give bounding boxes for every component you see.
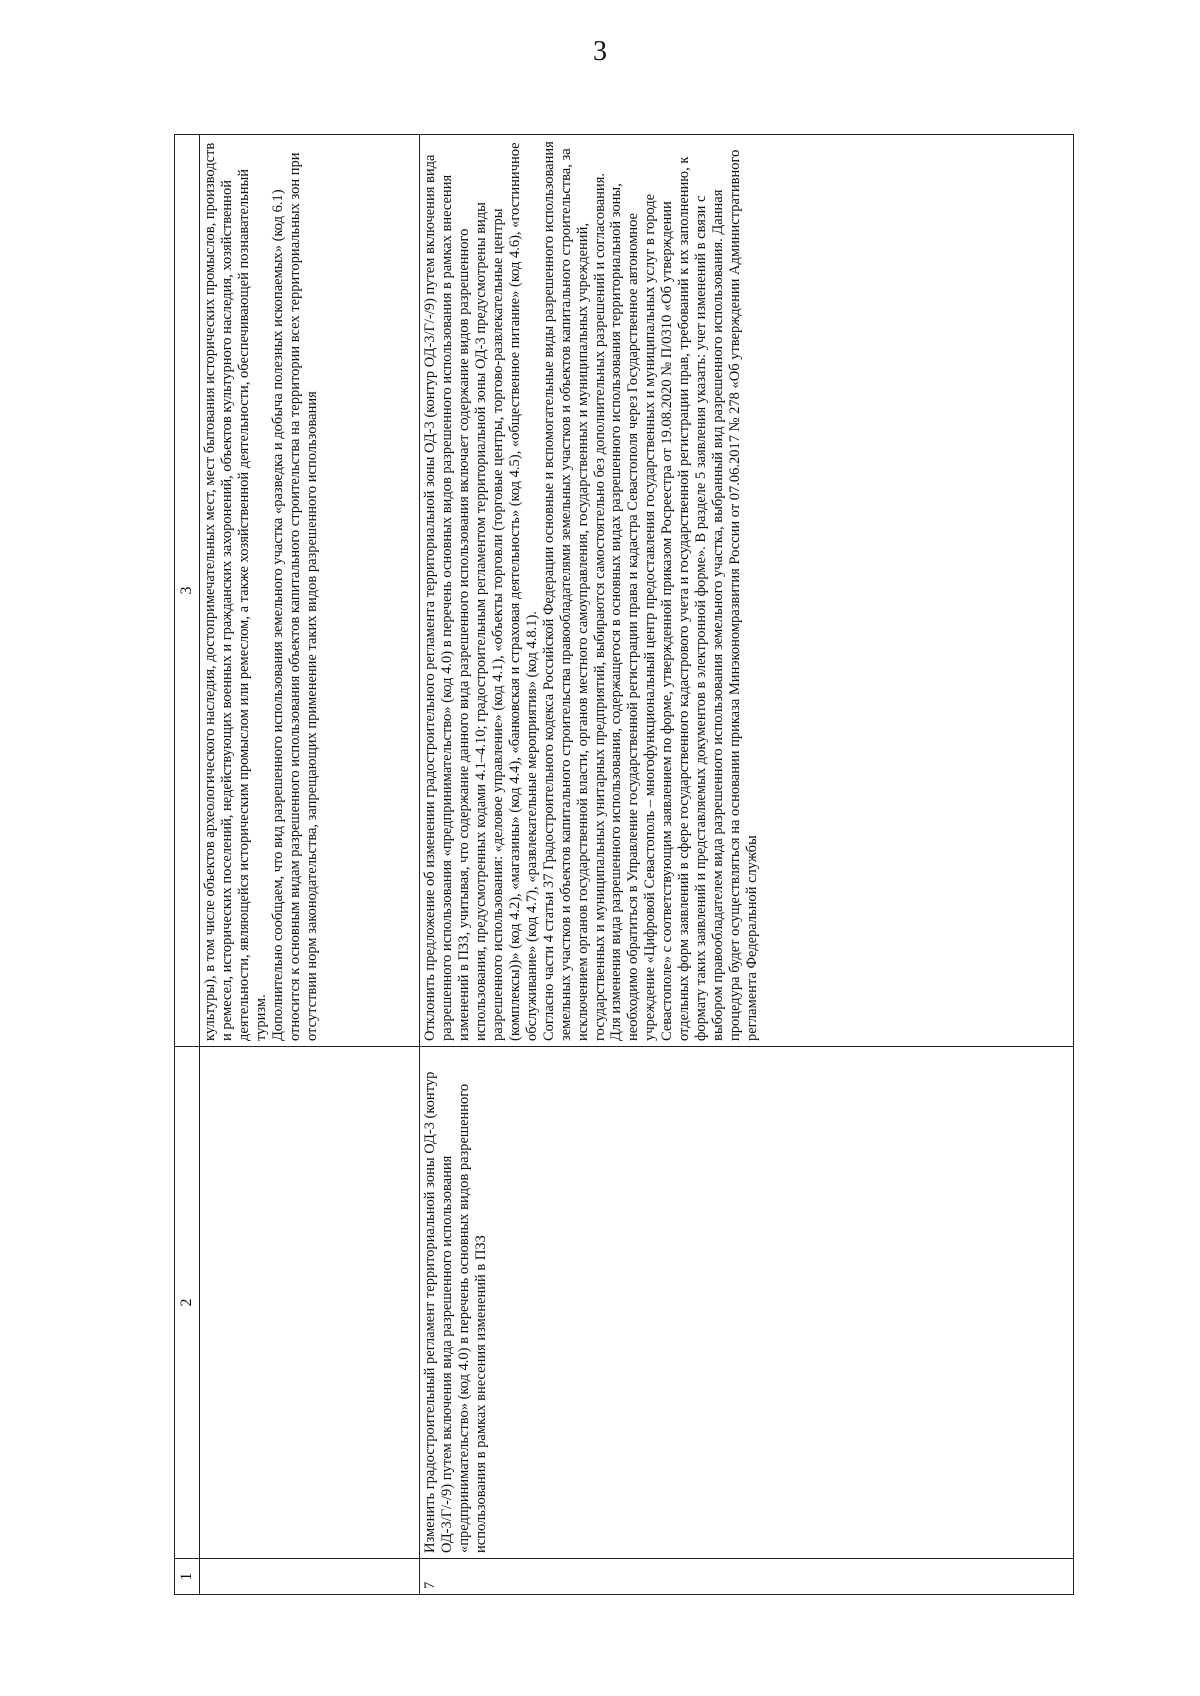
row-number: 7 — [420, 1559, 1074, 1595]
header-col-2: 2 — [175, 1047, 200, 1559]
rotated-table-wrapper — [174, 135, 1074, 1595]
conclusion-cell — [420, 135, 1074, 1047]
table-header-row — [175, 135, 200, 1595]
proposal-cell — [200, 1047, 420, 1559]
conclusion-paragraph: Согласно части 4 статьи 37 Градостроительного кодекса Российской Федерации основные и вспомогательные виды разрешенного использования земельных участков и объектов капитального строительства правообладателями земельных участков и объектов капитального строительства, за исключением органов государственной власти, органов местного самоуправления, государственных и муниципальных учреждений, государственных и муниципальных унитарных предприятий, выбираются самостоятельно без дополнительных разрешений и согласования. — [540, 141, 608, 1041]
proposal-cell: Изменить градостроительный регламент территориальной зоны ОД-3 (контур ОД-3/Г/-/9) путем включения вида разрешенного использования «предпринимательство» (код 4.0) в перечень основных видов разрешенного использования в рамках внесения изменений в ПЗЗ — [420, 1047, 1074, 1559]
table-row — [420, 135, 1074, 1595]
conclusion-paragraph: Для изменения вида разрешенного использования, содержащегося в основных видах разрешенного использования территориальной зоны, необходимо обратиться в Управление государственной регистрации права и кадастра Севастополя через Государственное автономное учреждение «Цифровой Севастополь – многофункциональный центр предоставления государственных и муниципальных услуг в городе Севастополе» с соответствующим заявлением по форме, утвержденной приказом Росреестра от 19.08.2020 № П/0310 «Об утверждении отдельных форм заявлений в сфере государственного кадастрового учета и государственной регистрации прав, требований к их заполнению, к формату таких заявлений и представляемых документов в электронной форме». В разделе 5 заявления указать: учет изменений в связи с выбором правообладателем вида разрешенного использования земельного участка, выбранный вид разрешенного использования. Данная процедура будет осуществляться на основании приказа Минэкономразвития России от 07.06.2017 № 278 «Об утверждении Административного регламента Федеральной службы — [608, 149, 761, 1041]
conclusion-cell — [200, 135, 420, 1047]
proposals-table — [174, 134, 1074, 1595]
conclusion-paragraph: Дополнительно сообщаем, что вид разрешенного использования земельного участка «разведка и добыча полезных ископаемых» (код 6.1) относится к основным видам разрешенного использования объектов капитального строительства на территории всех территориальных зон при отсутствии норм законодательства, запрещающих применение таких видов разрешенного использования — [269, 152, 320, 1041]
page-number: 3 — [593, 36, 607, 67]
row-number — [200, 1559, 420, 1595]
table-row — [200, 135, 420, 1595]
header-col-3: 3 — [175, 135, 200, 1047]
conclusion-paragraph: Отклонить предложение об изменении градостроительного регламента территориальной зоны ОД-3 (контур ОД-3/Г/-/9) путем включения вида разрешенного использования «предпринимательство» (код 4.0) в перечень основных видов разрешенного использования в рамках внесения изменений в ПЗЗ, учитывая, что содержание данного вида разрешенного использования включает содержание видов разрешенного использования, предусмотренных кодами 4.1–4.10; градостроительным регламентом территориальной зоны ОД-3 предусмотрены виды разрешенного использования: «деловое управление» (код 4.1), «объекты торговли (торговые центры, торгово-развлекательные центры (комплексы))» (код 4.2), «магазины» (код 4.4), «банковская и страховая деятельность» (код 4.5), «общественное питание» (код 4.6), «гостиничное обслуживание» (код 4.7), «развлекательные мероприятия» (код 4.8.1). — [422, 142, 540, 1041]
conclusion-paragraph: культуры), в том числе объектов археологического наследия, достопримечательных мест, мест бытования исторических промыслов, производств и ремесел, исторических поселений, недействующих военных и гражданских захоронений, объектов культурного наследия, хозяйственной деятельности, являющейся историческим промыслом или ремеслом, а также хозяйственной деятельности, обеспечивающей познавательный туризм. — [202, 142, 269, 1041]
header-col-1: 1 — [175, 1559, 200, 1595]
